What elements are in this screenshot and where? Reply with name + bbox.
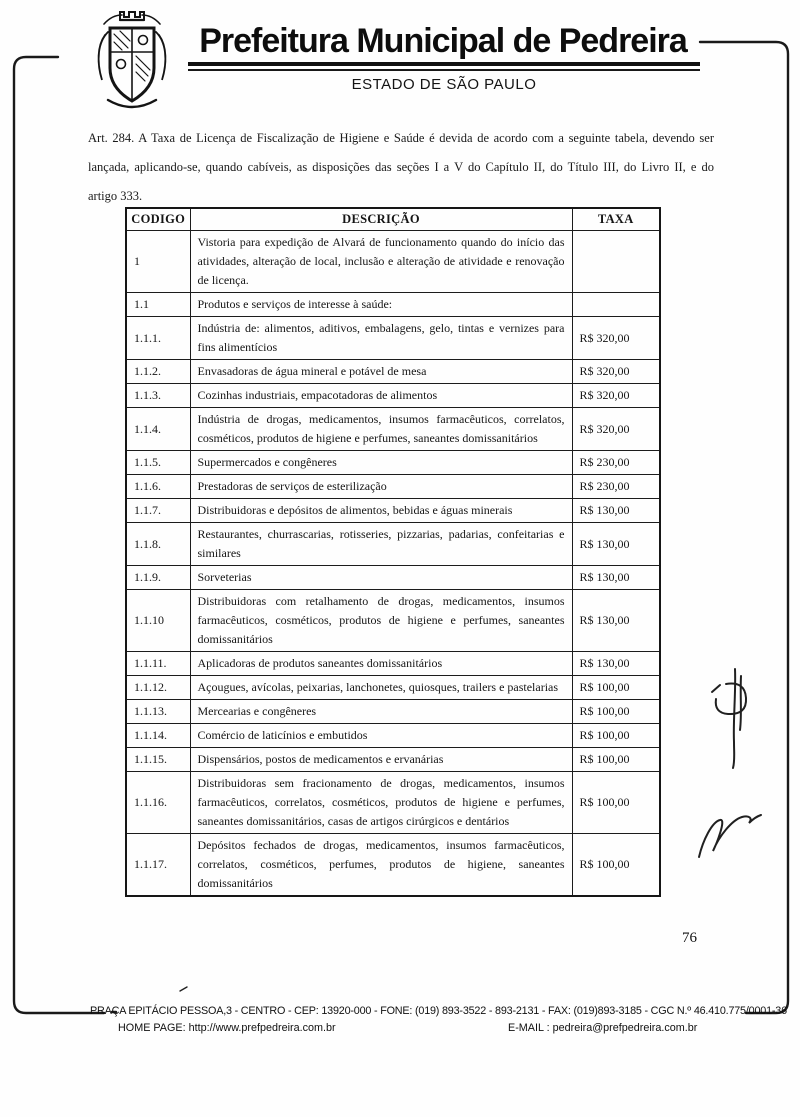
cell-desc: Indústria de: alimentos, aditivos, embalagens, gelo, tintas e vernizes para fins alimentícios bbox=[190, 317, 572, 360]
cell-tax: R$ 320,00 bbox=[572, 317, 660, 360]
cell-code: 1.1.16. bbox=[126, 772, 190, 834]
cell-desc: Mercearias e congêneres bbox=[190, 700, 572, 724]
column-header-taxa: TAXA bbox=[572, 208, 660, 231]
table-row bbox=[126, 724, 660, 748]
footer-homepage: HOME PAGE: http://www.prefpedreira.com.br bbox=[118, 1022, 336, 1034]
table-row bbox=[126, 408, 660, 451]
table-row bbox=[126, 231, 660, 293]
cell-code: 1.1.4. bbox=[126, 408, 190, 451]
municipality-crest-icon bbox=[92, 8, 172, 112]
cell-desc: Aplicadoras de produtos saneantes domissanitários bbox=[190, 652, 572, 676]
table-row bbox=[126, 700, 660, 724]
table-row bbox=[126, 676, 660, 700]
handwritten-signature bbox=[699, 815, 761, 857]
cell-code: 1.1.7. bbox=[126, 499, 190, 523]
article-line: artigo 333. bbox=[88, 189, 143, 203]
cell-desc: Restaurantes, churrascarias, rotisseries, pizzarias, padarias, confeitarias e similares bbox=[190, 523, 572, 566]
title-underline-thick bbox=[188, 62, 700, 66]
cell-code: 1.1.13. bbox=[126, 700, 190, 724]
table-row bbox=[126, 384, 660, 408]
cell-tax: R$ 320,00 bbox=[572, 360, 660, 384]
footer-address-line: PRAÇA EPITÁCIO PESSOA,3 - CENTRO - CEP: 13920-000 - FONE: (019) 893-3522 - 893-2131 - FAX: (019)893-3185 - CGC N.º 46.410.775/0001-36 bbox=[90, 1005, 787, 1017]
table-row bbox=[126, 317, 660, 360]
cell-code: 1.1.10 bbox=[126, 590, 190, 652]
cell-desc: Distribuidoras com retalhamento de drogas, medicamentos, insumos farmacêuticos, cosméticos, produtos de higiene e perfumes, saneantes domissanitários bbox=[190, 590, 572, 652]
cell-tax: R$ 130,00 bbox=[572, 590, 660, 652]
cell-tax: R$ 100,00 bbox=[572, 700, 660, 724]
cell-code: 1.1 bbox=[126, 293, 190, 317]
table-row bbox=[126, 748, 660, 772]
cell-code: 1.1.17. bbox=[126, 834, 190, 897]
cell-tax bbox=[572, 231, 660, 293]
table-row bbox=[126, 475, 660, 499]
cell-tax: R$ 100,00 bbox=[572, 748, 660, 772]
cell-tax: R$ 320,00 bbox=[572, 384, 660, 408]
cell-desc: Açougues, avícolas, peixarias, lanchonetes, quiosques, trailers e pastelarias bbox=[190, 676, 572, 700]
footer-email: E-MAIL : pedreira@prefpedreira.com.br bbox=[508, 1022, 698, 1034]
cell-desc: Dispensários, postos de medicamentos e ervanárias bbox=[190, 748, 572, 772]
cell-tax: R$ 230,00 bbox=[572, 475, 660, 499]
cell-code: 1.1.2. bbox=[126, 360, 190, 384]
cell-desc: Envasadoras de água mineral e potável de mesa bbox=[190, 360, 572, 384]
table-row bbox=[126, 293, 660, 317]
cell-desc: Vistoria para expedição de Alvará de funcionamento quando do início das atividades, alteração de local, inclusão e alteração de atividade e renovação de licença. bbox=[190, 231, 572, 293]
cell-tax: R$ 320,00 bbox=[572, 408, 660, 451]
cell-desc: Depósitos fechados de drogas, medicamentos, insumos farmacêuticos, correlatos, cosméticos, perfumes, produtos de higiene, saneantes domissanitários bbox=[190, 834, 572, 897]
handwritten-mark bbox=[716, 684, 746, 715]
cell-tax: R$ 130,00 bbox=[572, 499, 660, 523]
table-header-row bbox=[126, 208, 660, 231]
cell-tax: R$ 100,00 bbox=[572, 724, 660, 748]
cell-tax: R$ 100,00 bbox=[572, 676, 660, 700]
table-row bbox=[126, 499, 660, 523]
column-header-codigo: CODIGO bbox=[126, 208, 190, 231]
fee-table bbox=[125, 207, 661, 897]
cell-tax: R$ 230,00 bbox=[572, 451, 660, 475]
table-row bbox=[126, 360, 660, 384]
article-284-text bbox=[88, 124, 714, 211]
cell-code: 1 bbox=[126, 231, 190, 293]
cell-desc: Prestadoras de serviços de esterilização bbox=[190, 475, 572, 499]
column-header-descricao: DESCRIÇÃO bbox=[190, 208, 572, 231]
cell-desc: Cozinhas industriais, empacotadoras de alimentos bbox=[190, 384, 572, 408]
table-row bbox=[126, 566, 660, 590]
cell-desc: Indústria de drogas, medicamentos, insumos farmacêuticos, correlatos, cosméticos, produtos de higiene e perfumes, saneantes domissanitários bbox=[190, 408, 572, 451]
table-row bbox=[126, 772, 660, 834]
fee-table-body bbox=[126, 231, 660, 897]
cell-tax bbox=[572, 293, 660, 317]
page-number: 76 bbox=[682, 930, 697, 946]
cell-desc: Produtos e serviços de interesse à saúde: bbox=[190, 293, 572, 317]
table-row bbox=[126, 523, 660, 566]
stray-pen-mark bbox=[180, 987, 187, 991]
cell-code: 1.1.5. bbox=[126, 451, 190, 475]
cell-code: 1.1.8. bbox=[126, 523, 190, 566]
cell-desc: Supermercados e congêneres bbox=[190, 451, 572, 475]
handwritten-mark bbox=[712, 685, 720, 692]
table-row bbox=[126, 590, 660, 652]
table-row bbox=[126, 652, 660, 676]
page-title: Prefeitura Municipal de Pedreira bbox=[199, 22, 687, 60]
cell-desc: Comércio de laticínios e embutidos bbox=[190, 724, 572, 748]
article-line: Art. 284. A Taxa de Licença de Fiscalização de Higiene e Saúde é devida de acordo com a seguinte tabela, devendo ser bbox=[88, 131, 714, 145]
cell-desc: Sorveterias bbox=[190, 566, 572, 590]
cell-tax: R$ 130,00 bbox=[572, 523, 660, 566]
handwritten-mark bbox=[733, 669, 735, 768]
cell-desc: Distribuidoras sem fracionamento de drogas, medicamentos, insumos farmacêuticos, correlatos, cosméticos, produtos de higiene e perfumes, saneantes domissanitários, casas de artigos cirúrgicos e dentários bbox=[190, 772, 572, 834]
table-row bbox=[126, 834, 660, 897]
cell-code: 1.1.15. bbox=[126, 748, 190, 772]
cell-code: 1.1.6. bbox=[126, 475, 190, 499]
cell-code: 1.1.1. bbox=[126, 317, 190, 360]
cell-tax: R$ 130,00 bbox=[572, 566, 660, 590]
cell-code: 1.1.11. bbox=[126, 652, 190, 676]
cell-desc: Distribuidoras e depósitos de alimentos, bebidas e águas minerais bbox=[190, 499, 572, 523]
article-line: lançada, aplicando-se, quando cabíveis, as disposições das seções I a V do Capítulo II, do Título III, do Livro II, e do bbox=[88, 160, 714, 174]
cell-code: 1.1.14. bbox=[126, 724, 190, 748]
state-subtitle: ESTADO DE SÃO PAULO bbox=[351, 76, 537, 93]
title-underline-thin bbox=[188, 69, 700, 71]
cell-code: 1.1.12. bbox=[126, 676, 190, 700]
cell-tax: R$ 100,00 bbox=[572, 834, 660, 897]
cell-code: 1.1.9. bbox=[126, 566, 190, 590]
cell-tax: R$ 100,00 bbox=[572, 772, 660, 834]
table-row bbox=[126, 451, 660, 475]
cell-tax: R$ 130,00 bbox=[572, 652, 660, 676]
cell-code: 1.1.3. bbox=[126, 384, 190, 408]
handwritten-mark bbox=[740, 676, 741, 730]
